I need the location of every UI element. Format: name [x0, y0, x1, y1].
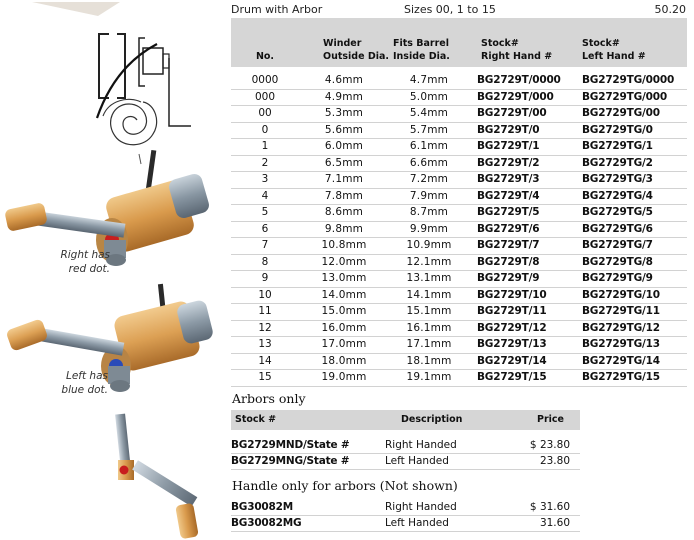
table-row: [231, 238, 687, 255]
winder-dia: 13.0mm: [299, 271, 389, 288]
winder-dia: 18.0mm: [299, 353, 389, 370]
left-hand-stock: BG2729TG/15: [576, 370, 687, 387]
barrel-dia: 7.9mm: [389, 188, 469, 205]
right-hand-stock: BG2729T/00: [469, 106, 576, 123]
right-has-text: Right has: [60, 249, 110, 261]
row-number: 0000: [231, 73, 299, 89]
winder-dia: 7.1mm: [299, 172, 389, 189]
table-row: [231, 438, 580, 454]
left-hand-stock: BG2729TG/1: [576, 139, 687, 156]
col-header-no: No.: [231, 18, 299, 67]
col-header-description: Description: [401, 414, 463, 425]
left-hand-stock: BG2729TG/11: [576, 304, 687, 321]
right-hand-stock: BG2729T/7: [469, 238, 576, 255]
description: Left Handed: [385, 455, 449, 467]
col-header-left-hand: Stock# Left Hand #: [576, 18, 687, 67]
right-hand-stock: BG2729T/8: [469, 254, 576, 271]
table-row: [231, 188, 687, 205]
right-hand-stock: BG2729T/0: [469, 122, 576, 139]
col-header-right-hand: Stock# Right Hand #: [469, 18, 576, 67]
row-number: 9: [231, 271, 299, 288]
sizes-range: Sizes 00, 1 to 15: [404, 3, 496, 16]
table-row: [231, 122, 687, 139]
left-hand-stock: BG2729TG/6: [576, 221, 687, 238]
barrel-dia: 17.1mm: [389, 337, 469, 354]
left-hand-stock: BG2729TG/9: [576, 271, 687, 288]
barrel-dia: 5.0mm: [389, 89, 469, 106]
winder-dia: 7.8mm: [299, 188, 389, 205]
right-hand-stock: BG2729T/14: [469, 353, 576, 370]
price: 23.80: [539, 455, 570, 467]
table-row: [231, 454, 580, 470]
winder-dia: 6.0mm: [299, 139, 389, 156]
table-row: [231, 353, 687, 370]
right-hand-stock: BG2729T/3: [469, 172, 576, 189]
barrel-dia: 8.7mm: [389, 205, 469, 222]
table-row: [231, 516, 580, 532]
barrel-dia: 10.9mm: [389, 238, 469, 255]
left-hand-stock: BG2729TG/000: [576, 89, 687, 106]
catalog-section-title: Drum with Arbor: [231, 3, 323, 16]
drum-size-table: [231, 18, 687, 387]
winder-dia: 5.6mm: [299, 122, 389, 139]
barrel-dia: 18.1mm: [389, 353, 469, 370]
table-row: [231, 106, 687, 123]
winder-dia: 5.3mm: [299, 106, 389, 123]
table-row: [231, 337, 687, 354]
left-hand-stock: BG2729TG/12: [576, 320, 687, 337]
table-row: [231, 73, 687, 89]
row-number: 5: [231, 205, 299, 222]
barrel-dia: 5.7mm: [389, 122, 469, 139]
table-row: [231, 500, 580, 516]
winder-dia: 6.5mm: [299, 155, 389, 172]
row-number: 13: [231, 337, 299, 354]
blue-dot-text: blue dot.: [61, 384, 108, 396]
description: Right Handed: [385, 439, 457, 451]
winder-dia: 8.6mm: [299, 205, 389, 222]
right-hand-stock: BG2729T/11: [469, 304, 576, 321]
table-row: [231, 304, 687, 321]
winder-dia: 10.8mm: [299, 238, 389, 255]
red-dot-text: red dot.: [68, 263, 110, 275]
left-hand-caption: [36, 369, 108, 397]
left-hand-stock: BG2729TG/13: [576, 337, 687, 354]
page-corner-decoration: [28, 0, 123, 18]
row-number: 15: [231, 370, 299, 387]
row-number: 14: [231, 353, 299, 370]
left-hand-stock: BG2729TG/7: [576, 238, 687, 255]
stock-number: BG2729MND/State #: [231, 439, 350, 451]
row-number: 8: [231, 254, 299, 271]
right-hand-stock: BG2729T/2: [469, 155, 576, 172]
col-header-winder-dia: Winder Outside Dia.: [299, 18, 389, 67]
left-hand-stock: BG2729TG/0000: [576, 73, 687, 89]
barrel-dia: 4.7mm: [389, 73, 469, 89]
barrel-dia: 6.1mm: [389, 139, 469, 156]
price: 31.60: [539, 517, 570, 529]
stock-number: BG30082MG: [231, 517, 302, 529]
table-row: [231, 287, 687, 304]
left-hand-stock: BG2729TG/10: [576, 287, 687, 304]
arbors-table-header: [231, 410, 580, 430]
arbors-section-title: Arbors only: [232, 391, 306, 406]
barrel-dia: 16.1mm: [389, 320, 469, 337]
right-hand-stock: BG2729T/9: [469, 271, 576, 288]
col-header-price: Price: [537, 414, 564, 425]
winder-dia: 4.9mm: [299, 89, 389, 106]
row-number: 2: [231, 155, 299, 172]
right-hand-stock: BG2729T/4: [469, 188, 576, 205]
row-number: 00: [231, 106, 299, 123]
winder-dia: 15.0mm: [299, 304, 389, 321]
left-hand-stock: BG2729TG/8: [576, 254, 687, 271]
winder-dia: 17.0mm: [299, 337, 389, 354]
right-hand-stock: BG2729T/1: [469, 139, 576, 156]
description: Right Handed: [385, 501, 457, 513]
row-number: 000: [231, 89, 299, 106]
price: $ 31.60: [529, 501, 570, 513]
row-number: 10: [231, 287, 299, 304]
left-hand-stock: BG2729TG/3: [576, 172, 687, 189]
handles-section-title: Handle only for arbors (Not shown): [232, 478, 458, 493]
col-header-stock: Stock #: [235, 414, 277, 425]
winder-dia: 12.0mm: [299, 254, 389, 271]
left-hand-stock: BG2729TG/5: [576, 205, 687, 222]
table-row: [231, 89, 687, 106]
left-hand-stock: BG2729TG/14: [576, 353, 687, 370]
right-hand-stock: BG2729T/6: [469, 221, 576, 238]
winder-dia: 9.8mm: [299, 221, 389, 238]
table-row: [231, 172, 687, 189]
right-hand-stock: BG2729T/13: [469, 337, 576, 354]
barrel-dia: 6.6mm: [389, 155, 469, 172]
row-number: 7: [231, 238, 299, 255]
right-hand-caption: [40, 248, 110, 276]
barrel-dia: 15.1mm: [389, 304, 469, 321]
winder-dia: 4.6mm: [299, 73, 389, 89]
stock-number: BG2729MNG/State #: [231, 455, 350, 467]
description: Left Handed: [385, 517, 449, 529]
row-number: 11: [231, 304, 299, 321]
table-row: [231, 221, 687, 238]
page-number: 50.20: [654, 3, 686, 16]
barrel-dia: 9.9mm: [389, 221, 469, 238]
row-number: 0: [231, 122, 299, 139]
table-row: [231, 155, 687, 172]
left-has-text: Left has: [65, 370, 108, 382]
col-header-barrel-dia: Fits Barrel Inside Dia.: [389, 18, 469, 67]
left-hand-stock: BG2729TG/0: [576, 122, 687, 139]
row-number: 12: [231, 320, 299, 337]
right-hand-stock: BG2729T/10: [469, 287, 576, 304]
barrel-dia: 7.2mm: [389, 172, 469, 189]
left-hand-stock: BG2729TG/4: [576, 188, 687, 205]
left-hand-stock: BG2729TG/00: [576, 106, 687, 123]
left-hand-stock: BG2729TG/2: [576, 155, 687, 172]
row-number: 4: [231, 188, 299, 205]
barrel-dia: 13.1mm: [389, 271, 469, 288]
right-hand-stock: BG2729T/5: [469, 205, 576, 222]
right-hand-stock: BG2729T/000: [469, 89, 576, 106]
table-row: [231, 271, 687, 288]
winder-dia: 14.0mm: [299, 287, 389, 304]
table-row: [231, 205, 687, 222]
right-hand-stock: BG2729T/15: [469, 370, 576, 387]
table-row: [231, 139, 687, 156]
winder-dia: 16.0mm: [299, 320, 389, 337]
table-header-row: [231, 18, 687, 67]
table-row: [231, 254, 687, 271]
stock-number: BG30082M: [231, 501, 293, 513]
barrel-dia: 12.1mm: [389, 254, 469, 271]
barrel-dia: 5.4mm: [389, 106, 469, 123]
right-hand-stock: BG2729T/12: [469, 320, 576, 337]
barrel-dia: 19.1mm: [389, 370, 469, 387]
arbor-only-photo: [100, 412, 220, 540]
row-number: 1: [231, 139, 299, 156]
winder-dia: 19.0mm: [299, 370, 389, 387]
row-number: 6: [231, 221, 299, 238]
barrel-dia: 14.1mm: [389, 287, 469, 304]
price: $ 23.80: [529, 439, 570, 451]
row-number: 3: [231, 172, 299, 189]
right-hand-stock: BG2729T/0000: [469, 73, 576, 89]
table-row: [231, 370, 687, 387]
table-row: [231, 320, 687, 337]
